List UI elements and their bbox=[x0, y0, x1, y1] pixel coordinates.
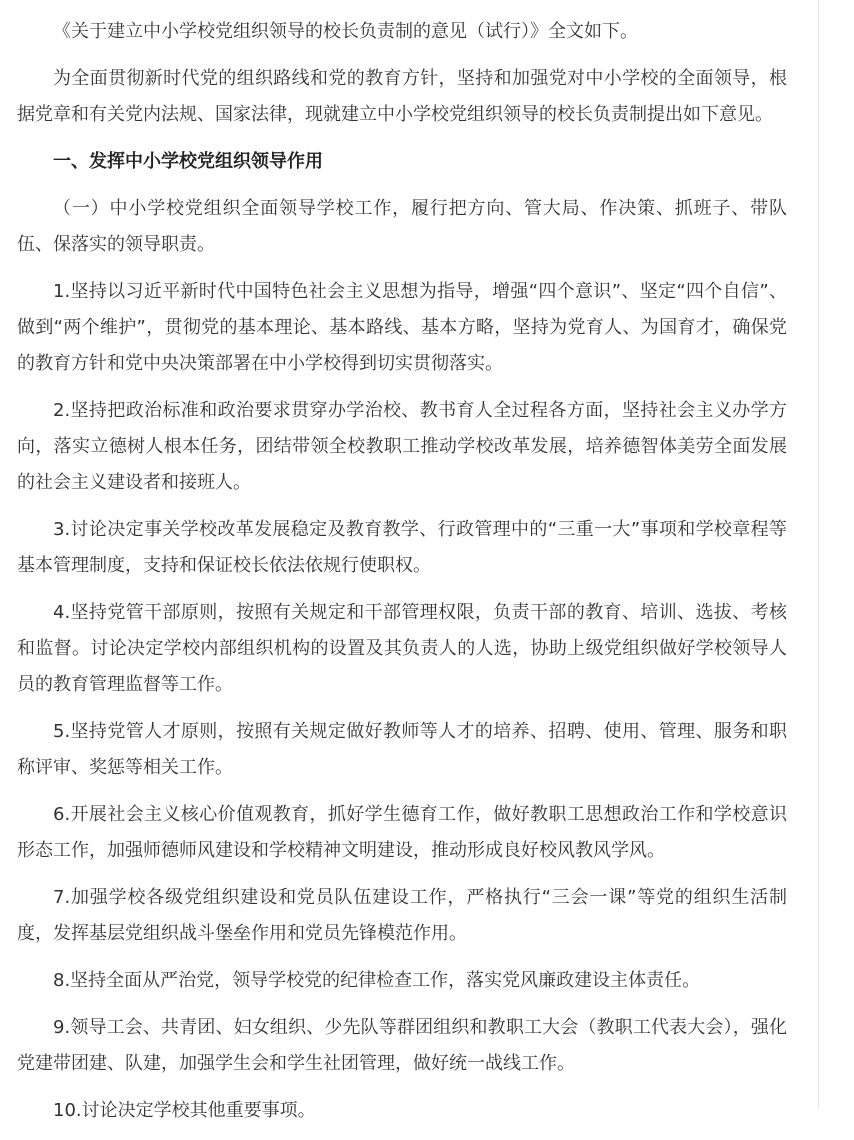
list-item: 1.坚持以习近平新时代中国特色社会主义思想为指导，增强“四个意识”、坚定“四个自信”、做到“两个维护”，贯彻党的基本理论、基本路线、基本方略，坚持为党育人、为国育才，确保党的教育方针和党中央决策部署在中小学校得到切实贯彻落实。 bbox=[17, 281, 787, 374]
list-item: 2.坚持把政治标准和政治要求贯穿办学治校、教书育人全过程各方面，坚持社会主义办学方向，落实立德树人根本任务，团结带领全校教职工推动学校改革发展，培养德智体美劳全面发展的社会主义建设者和接班人。 bbox=[17, 400, 787, 493]
list-item: 5.坚持党管人才原则，按照有关规定做好教师等人才的培养、招聘、使用、管理、服务和职称评审、奖惩等相关工作。 bbox=[17, 721, 787, 778]
intro-paragraph: 《关于建立中小学校党组织领导的校长负责制的意见（试行）》全文如下。 bbox=[53, 21, 638, 42]
list-item: 9.领导工会、共青团、妇女组织、少先队等群团组织和教职工大会（教职工代表大会），强化党建带团建、队建，加强学生会和学生社团管理，做好统一战线工作。 bbox=[17, 1017, 787, 1074]
list-item: 3.讨论决定事关学校改革发展稳定及教育教学、行政管理中的“三重一大”事项和学校章程等基本管理制度，支持和保证校长依法依规行使职权。 bbox=[17, 519, 787, 576]
list-item: 10.讨论决定学校其他重要事项。 bbox=[53, 1100, 316, 1121]
preamble-paragraph: 为全面贯彻新时代党的组织路线和党的教育方针，坚持和加强党对中小学校的全面领导，根据党章和有关党内法规、国家法律，现就建立中小学校党组织领导的校长负责制提出如下意见。 bbox=[17, 68, 787, 125]
list-item: 8.坚持全面从严治党，领导学校党的纪律检查工作，落实党风廉政建设主体责任。 bbox=[53, 970, 701, 991]
list-item: 7.加强学校各级党组织建设和党员队伍建设工作，严格执行“三会一课”等党的组织生活制度，发挥基层党组织战斗堡垒作用和党员先锋模范作用。 bbox=[17, 887, 787, 944]
list-item: 4.坚持党管干部原则，按照有关规定和干部管理权限，负责干部的教育、培训、选拔、考核和监督。讨论决定学校内部组织机构的设置及其负责人的人选，协助上级党组织做好学校领导人员的教育管理监督等工作。 bbox=[17, 602, 787, 695]
clause-paragraph: （一）中小学校党组织全面领导学校工作，履行把方向、管大局、作决策、抓班子、带队伍、保落实的领导职责。 bbox=[17, 198, 787, 255]
section-heading: 一、发挥中小学校党组织领导作用 bbox=[53, 151, 323, 172]
article-body bbox=[17, 14, 787, 1140]
page-right-divider bbox=[818, 0, 819, 1109]
list-item: 6.开展社会主义核心价值观教育，抓好学生德育工作，做好教职工思想政治工作和学校意识形态工作，加强师德师风建设和学校精神文明建设，推动形成良好校风教风学风。 bbox=[17, 804, 787, 861]
